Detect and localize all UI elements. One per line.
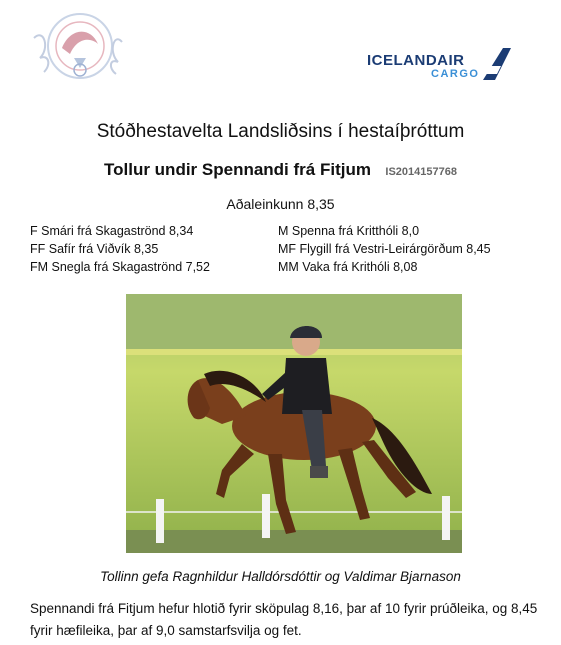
rider-on-horse-photo xyxy=(126,294,462,553)
pedigree-sire-sire: FF Safír frá Viðvík 8,35 xyxy=(30,242,159,256)
subtitle-line xyxy=(0,160,561,180)
photo-caption: Tollinn gefa Ragnhildur Halldórsdóttir og Valdimar Bjarnason xyxy=(100,569,461,584)
pedigree-dam-dam: MM Vaka frá Krithóli 8,08 xyxy=(278,260,418,274)
federation-seal-logo xyxy=(30,8,126,88)
main-score: Aðaleinkunn 8,35 xyxy=(226,196,335,212)
pedigree-sire-dam: FM Snegla frá Skagaströnd 7,52 xyxy=(30,260,210,274)
logo-brand-word: ICELANDAIR xyxy=(367,52,465,69)
page-title: Stóðhestavelta Landsliðsins í hestaíþróttum xyxy=(96,121,465,142)
pedigree-sire: F Smári frá Skagaströnd 8,34 xyxy=(30,224,194,238)
pedigree-dam: M Spenna frá Kritthóli 8,0 xyxy=(278,224,420,238)
registration-number: IS2014157768 xyxy=(385,166,457,178)
icelandair-mark-icon xyxy=(481,46,513,82)
logo-cargo-word: CARGO xyxy=(431,68,480,80)
description-paragraph: Spennandi frá Fitjum hefur hlotið fyrir sköpulag 8,16, þar af 10 fyrir prúðleika, og 8,45 fyrir hæfileika, þar af 9,0 samstarfsvilja og fet. xyxy=(30,601,538,638)
horse-title: Tollur undir Spennandi frá Fitjum xyxy=(104,160,371,179)
icelandair-cargo-logo xyxy=(367,46,515,86)
pedigree-dam-sire: MF Flygill frá Vestri-Leirárgörðum 8,45 xyxy=(278,242,491,256)
